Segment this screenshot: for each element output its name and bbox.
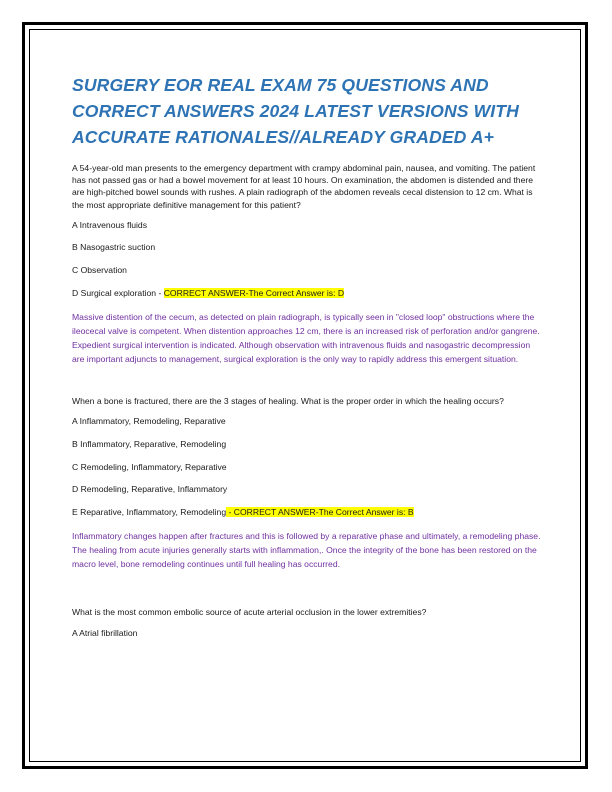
option-b: B Nasogastric suction — [72, 242, 156, 253]
question-stem: What is the most common embolic source of acute arterial occlusion in the lower extremities? — [72, 607, 427, 618]
correct-answer-highlight: - CORRECT ANSWER-The Correct Answer is: B — [226, 506, 414, 517]
option-d-text: D Surgical exploration - — [72, 287, 164, 298]
option-a: A Intravenous fluids — [72, 219, 148, 230]
question-1 — [72, 162, 542, 366]
option-b: B Inflammatory, Reparative, Remodeling — [72, 438, 227, 449]
option-d: D Remodeling, Reparative, Inflammatory — [72, 484, 228, 495]
spacer — [72, 580, 542, 606]
rationale: Massive distention of the cecum, as detected on plain radiograph, is typically seen in "closed loop" obstructions where the ileocecal valve is competent. When distention approaches 12 cm, there is an increased risk of perforation and/or gangrene. Expedient surgical intervention is indicated. Although observation with intravenous fluids and nasogastric decompression are important adjuncts to management, surgical exploration is the only way to rapidly address this emergent situation. — [72, 312, 540, 365]
option-a: A Atrial fibrillation — [72, 627, 138, 638]
document-title: SURGERY EOR REAL EXAM 75 QUESTIONS AND CORRECT ANSWERS 2024 LATEST VERSIONS WITH ACCURATE RATIONALES//ALREADY GRADED A+ — [72, 75, 519, 147]
spacer — [72, 375, 542, 395]
question-2 — [72, 395, 542, 571]
question-3 — [72, 606, 542, 639]
correct-answer-highlight: CORRECT ANSWER-The Correct Answer is: D — [163, 287, 345, 298]
question-stem: A 54-year-old man presents to the emergency department with crampy abdominal pain, nausea, and vomiting. The patient has not passed gas or had a bowel movement for at least 10 hours. On examination, the abdomen is distended and there are high-pitched bowel sounds with rushes. A plain radiograph of the abdomen reveals cecal distension to 12 cm. What is the most appropriate definitive management for this patient? — [72, 163, 536, 210]
option-c: C Remodeling, Inflammatory, Reparative — [72, 461, 227, 472]
option-a: A Inflammatory, Remodeling, Reparative — [72, 416, 226, 427]
rationale: Inflammatory changes happen after fractures and this is followed by a reparative phase and ultimately, a remodeling phase. The healing from acute injuries generally starts with inflammation,. Once the integrity of the bone has been restored on the macro level, bone remodeling continues until full healing has occurred. — [72, 531, 541, 570]
option-e — [72, 507, 542, 519]
question-stem: When a bone is fractured, there are the 3 stages of healing. What is the proper order in which the healing occurs? — [72, 396, 504, 407]
document-body — [72, 72, 542, 650]
option-c: C Observation — [72, 265, 127, 275]
option-d — [72, 288, 542, 300]
option-e-text: E Reparative, Inflammatory, Remodeling — [72, 506, 227, 517]
